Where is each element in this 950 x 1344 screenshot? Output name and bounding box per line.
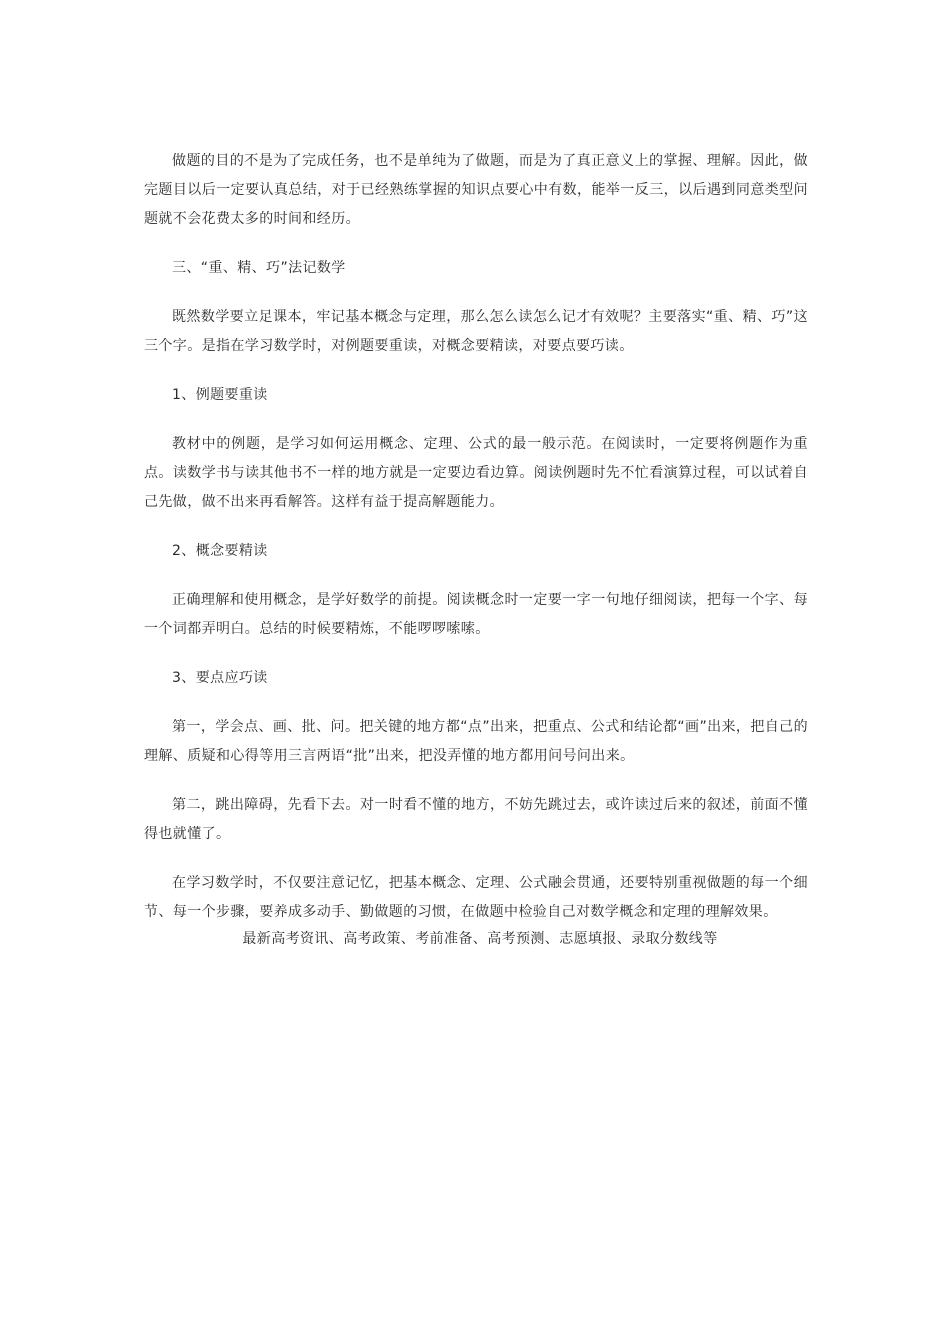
document-body [144,147,808,951]
spacer [144,693,808,713]
spacer [144,849,808,869]
spacer [144,283,808,303]
spacer [144,644,808,664]
paragraph-intro-method: 既然数学要立足课本，牢记基本概念与定理，那么怎么读怎么记才有效呢？主要落实“重、精、巧”这三个字。是指在学习数学时，对例题要重读，对概念要精读，对要点要巧读。 [144,309,808,354]
paragraph-summary: 做题的目的不是为了完成任务，也不是单纯为了做题，而是为了真正意义上的掌握、理解。因此，做完题目以后一定要认真总结，对于已经熟练掌握的知识点要心中有数，能举一反三，以后遇到同意类型问题就不会花费太多的时间和经历。 [144,153,808,227]
spacer [144,517,808,537]
spacer [144,771,808,791]
paragraph-second-tip: 第二，跳出障碍，先看下去。对一时看不懂的地方，不妨先跳过去，或许读过后来的叙述，前面不懂得也就懂了。 [144,797,808,842]
spacer [144,361,808,381]
spacer [144,566,808,586]
spacer [144,410,808,430]
subheading-key-points: 3、要点应巧读 [172,670,268,686]
section-heading-three: 三、“重、精、巧”法记数学 [172,260,346,276]
subheading-concepts: 2、概念要精读 [172,543,268,559]
footer-promo-text: 最新高考资讯、高考政策、考前准备、高考预测、志愿填报、录取分数线等 [242,931,718,947]
spacer [144,234,808,254]
paragraph-conclusion: 在学习数学时，不仅要注意记忆，把基本概念、定理、公式融会贯通，还要特别重视做题的每一个细节、每一个步骤，要养成多动手、勤做题的习惯，在做题中检验自己对数学概念和定理的理解效果。 [144,875,808,920]
paragraph-first-tip: 第一，学会点、画、批、问。把关键的地方都“点”出来，把重点、公式和结论都“画”出来，把自己的理解、质疑和心得等用三言两语“批”出来，把没弄懂的地方都用问号问出来。 [144,719,808,764]
paragraph-examples: 教材中的例题，是学习如何运用概念、定理、公式的最一般示范。在阅读时，一定要将例题作为重点。读数学书与读其他书不一样的地方就是一定要边看边算。阅读例题时先不忙看演算过程，可以试着自己先做，做不出来再看解答。这样有益于提高解题能力。 [144,436,808,510]
subheading-examples: 1、例题要重读 [172,387,268,403]
paragraph-concepts: 正确理解和使用概念，是学好数学的前提。阅读概念时一定要一字一句地仔细阅读，把每一个字、每一个词都弄明白。总结的时候要精炼，不能啰啰嗦嗦。 [144,592,808,637]
